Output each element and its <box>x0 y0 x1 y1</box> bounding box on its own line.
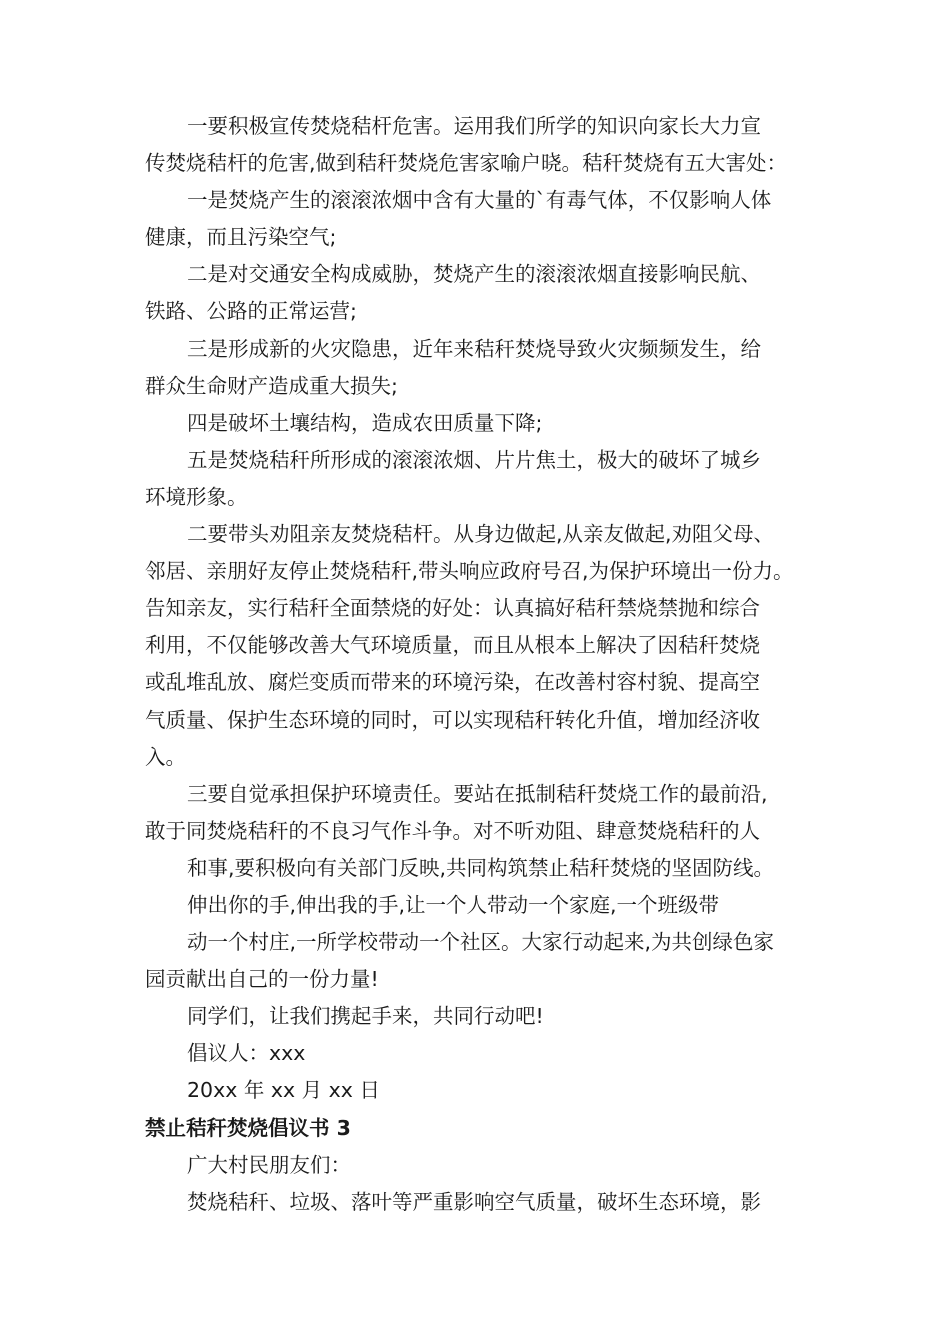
text-line: 利用，不仅能够改善大气环境质量，而且从根本上解决了因秸秆焚烧 <box>145 633 760 658</box>
text-line: 传焚烧秸杆的危害,做到秸秆焚烧危害家喻户晓。秸秆焚烧有五大害处： <box>145 151 788 176</box>
document-body <box>145 108 825 1221</box>
text-line: 或乱堆乱放、腐烂变质而带来的环境污染，在改善村容村貌、提高空 <box>145 670 760 695</box>
text-line: 入。 <box>145 744 186 769</box>
text-line: 气质量、保护生态环境的同时，可以实现秸秆转化升值，增加经济收 <box>145 707 760 732</box>
text-line: 焚烧秸秆、垃圾、落叶等严重影响空气质量，破坏生态环境，影 <box>187 1189 761 1214</box>
text-line: 铁路、公路的正常运营; <box>145 299 357 324</box>
text-line: 三要自觉承担保护环境责任。要站在抵制秸秆焚烧工作的最前沿, <box>187 781 768 806</box>
text-line: 五是焚烧秸秆所形成的滚滚浓烟、片片焦土，极大的破坏了城乡 <box>187 447 761 472</box>
text-line: 环境形象。 <box>145 484 248 509</box>
text-line: 邻居、亲朋好友停止焚烧秸秆,带头响应政府号召,为保护环境出一份力。 <box>145 559 794 584</box>
text-line: 二要带头劝阻亲友焚烧秸杆。从身边做起,从亲友做起,劝阻父母、 <box>187 522 775 547</box>
text-line: 四是破坏土壤结构，造成农田质量下降; <box>187 410 543 435</box>
text-line: 同学们，让我们携起手来，共同行动吧! <box>187 1004 544 1029</box>
text-line: 和事,要积极向有关部门反映,共同构筑禁止秸秆焚烧的坚固防线。 <box>187 855 775 880</box>
text-line: 伸出你的手,伸出我的手,让一个人带动一个家庭,一个班级带 <box>187 892 720 917</box>
text-line: 敢于同焚烧秸秆的不良习气作斗争。对不听劝阻、肆意焚烧秸秆的人 <box>145 818 760 843</box>
text-line: 健康，而且污染空气; <box>145 225 337 250</box>
section-heading: 禁止秸秆焚烧倡议书 3 <box>145 1115 351 1140</box>
text-line: 告知亲友，实行秸秆全面禁烧的好处：认真搞好秸秆禁烧禁抛和综合 <box>145 596 760 621</box>
text-line: 广大村民朋友们： <box>187 1152 351 1177</box>
text-line: 群众生命财产造成重大损失; <box>145 373 398 398</box>
text-line: 一是焚烧产生的滚滚浓烟中含有大量的`有毒气体，不仅影响人体 <box>187 188 772 213</box>
text-line: 三是形成新的火灾隐患，近年来秸秆焚烧导致火灾频频发生，给 <box>187 336 761 361</box>
text-line: 园贡献出自己的一份力量! <box>145 967 379 992</box>
text-line: 一要积极宣传焚烧秸杆危害。运用我们所学的知识向家长大力宣 <box>187 114 761 138</box>
text-line: 倡议人：xxx <box>187 1041 306 1066</box>
text-line: 二是对交通安全构成威胁，焚烧产生的滚滚浓烟直接影响民航、 <box>187 262 761 287</box>
text-line: 20xx 年 xx 月 xx 日 <box>187 1078 380 1103</box>
text-line: 动一个村庄,一所学校带动一个社区。大家行动起来,为共创绿色家 <box>187 930 775 955</box>
